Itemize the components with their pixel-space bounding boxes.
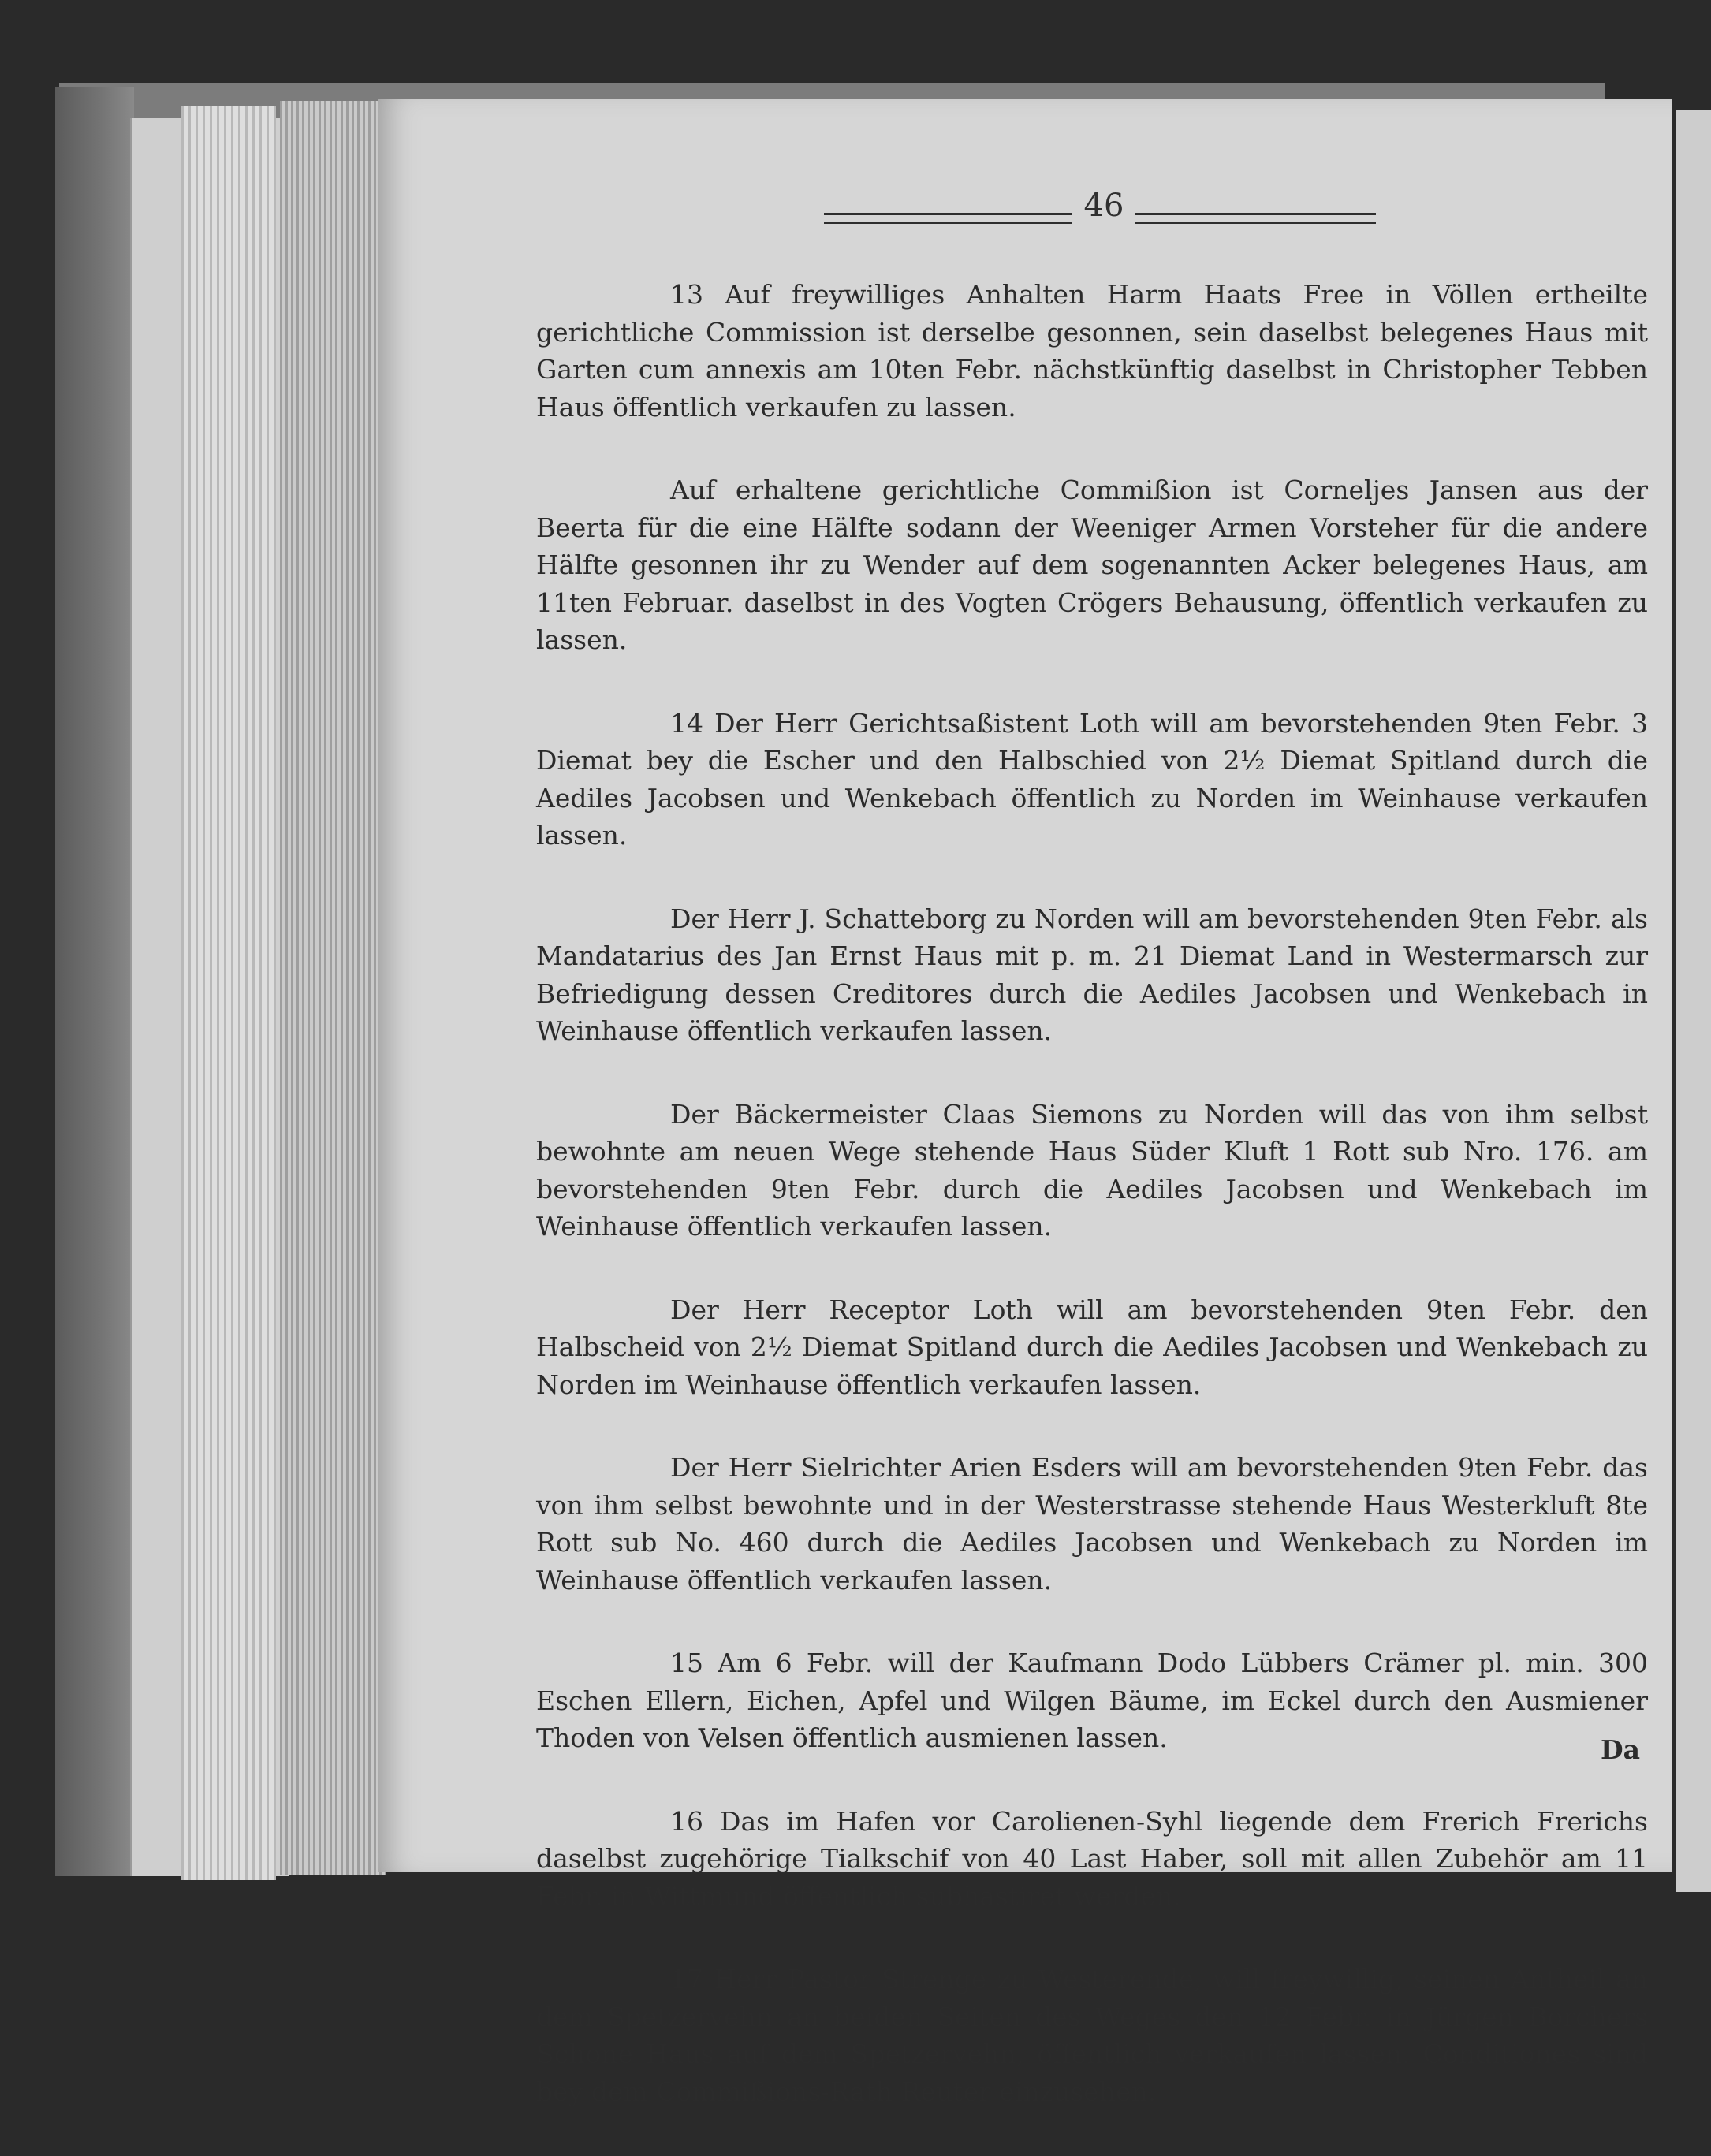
page-right-edge — [1676, 110, 1711, 1892]
paragraph: 17 Herr Pastor Strenge zu Westerende, will freywillig, seinen Antheil an dem Spetzervehn an beiden Seiten des Weges den 12 Febr. in Jürgen Borchers Schone Haus auf dem Spetzervehn, öffentlich verkaufen lassen. Conditiones sind bey dem Commißions-Rath Reuter einzusehen. — [536, 1964, 1648, 2107]
paragraph: Der Herr Sielrichter Arien Esders will am bevorstehenden 9ten Febr. das von ihm selbst bewohnte und in der Westerstrasse stehende Haus Westerkluft 8te Rott sub No. 460 durch die Aediles Jacobsen und Wenkebach zu Norden im Weinhause öffentlich verkaufen lassen. — [536, 1452, 1648, 1596]
paragraph: Der Bäckermeister Claas Siemons zu Norden will das von ihm selbst bewohnte am neuen Wege stehende Haus Süder Kluft 1 Rott sub Nro. 176. am bevorstehenden 9ten Febr. durch die Aediles Jacobsen und Wenkebach im Weinhause öffentlich verkaufen lassen. — [536, 1098, 1648, 1242]
paragraph: 14 Der Herr Gerichtsaßistent Loth will am bevorstehenden 9ten Febr. 3 Diemat bey die Escher und den Halbschied von 2½ Diemat Spitland durch die Aediles Jacobsen und Wenkebach öffentlich zu Norden im Weinhause verkaufen lassen. — [536, 707, 1648, 851]
catchword: Da — [1601, 1734, 1640, 1765]
paragraph: 13 Auf freywilliges Anhalten Harm Haats Free in Völlen ertheilte gerichtliche Commission ist derselbe gesonnen, sein daselbst belegenes Haus mit Garten cum annexis am 10ten Febr. nächstkünftig daselbst in Christopher Tebben Haus öffentlich verkaufen zu lassen. — [536, 279, 1648, 423]
paragraph: 16 Das im Hafen vor Carolienen-Syhl liegende dem Frerich Frerichs daselbst zugehörige Tialkschif von 40 Last Haber, soll mit allen Zubehör am 11 Febr. in Wittmund öffentlich subhastiret werden. — [536, 1805, 1648, 1912]
paragraph: 15 Am 6 Febr. will der Kaufmann Dodo Lübbers Crämer pl. min. 300 Eschen Ellern, Eichen, Apfel und Wilgen Bäume, im Eckel durch den Ausmiener Thoden von Velsen öffentlich ausmienen lassen. — [536, 1648, 1648, 1753]
paragraph: Der Herr Receptor Loth will am bevorstehenden 9ten Febr. den Halbscheid von 2½ Diemat Spitland durch die Aediles Jacobsen und Wenkebach zu Norden im Weinhause öffentlich verkaufen lassen. — [536, 1294, 1648, 1400]
paragraph: Der Herr J. Schatteborg zu Norden will am bevorstehenden 9ten Febr. als Mandatarius des Jan Ernst Haus mit p. m. 21 Diemat Land in Westermarsch zur Befriedigung dessen Creditores durch die Aediles Jacobsen und Wenkebach in Weinhause öffentlich verkaufen lassen. — [536, 903, 1648, 1046]
header-rule-right — [1135, 213, 1376, 224]
page-text — [536, 276, 1648, 2156]
paragraph: Auf erhaltene gerichtliche Commißion ist Corneljes Jansen aus der Beerta für die eine Hälfte sodann der Weeniger Armen Vorsteher für die andere Hälfte gesonnen ihr zu Wender auf dem sogenannten Acker belegenes Haus, am 11ten Februar. daselbst in des Vogten Crögers Behausung, öffentlich verkaufen zu lassen. — [536, 475, 1648, 655]
page-number: 46 — [1083, 188, 1124, 224]
page-edges — [181, 106, 276, 1880]
page-stack — [280, 101, 386, 1875]
header-rule-left — [824, 213, 1072, 224]
book-cover-edge — [55, 87, 134, 1876]
